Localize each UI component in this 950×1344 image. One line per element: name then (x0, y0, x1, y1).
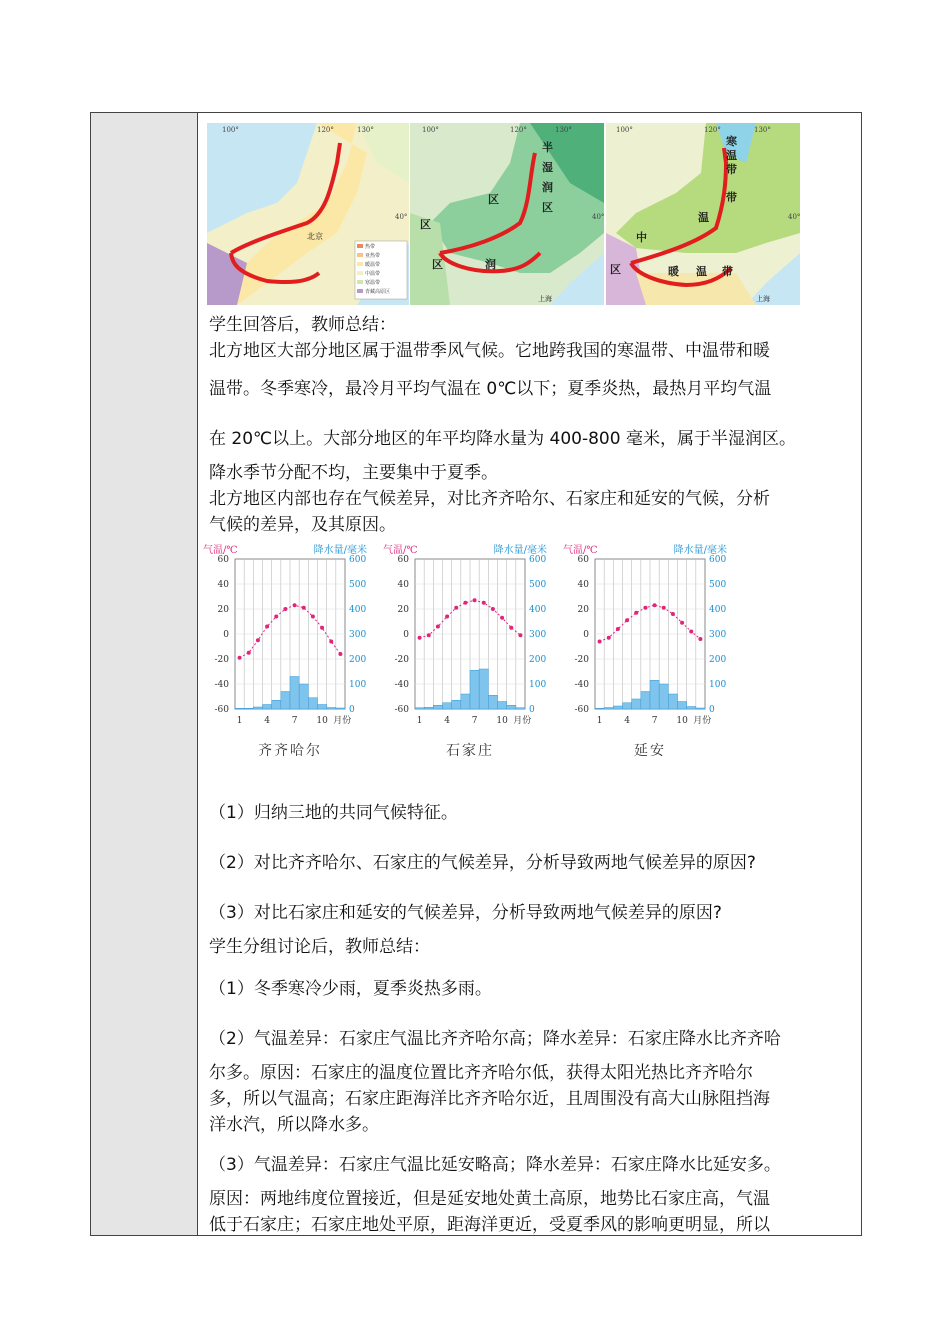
paragraph-1-line-1: 北方地区大部分地区属于温带季风气候。它地跨我国的寒温带、中温带和暖 (209, 341, 770, 361)
temperature-point (283, 607, 287, 611)
map3-char-9: 温 (696, 265, 707, 278)
right-tick-label: 100 (709, 680, 727, 690)
precip-bar (263, 705, 272, 710)
right-tick-label: 0 (349, 705, 355, 715)
precip-bar (659, 684, 668, 709)
precip-bar (327, 708, 336, 710)
left-tick-label: 20 (397, 605, 409, 615)
left-axis-title: 气温/℃ (563, 545, 598, 556)
answer-3-line-1: （3）气温差异：石家庄气温比延安略高；降水差异：石家庄降水比延安多。 (209, 1155, 781, 1175)
precip-bar (318, 705, 327, 710)
map-strip (207, 123, 807, 305)
map2-char-4: 区 (542, 201, 553, 214)
x-tick-label: 10 (496, 716, 508, 726)
map3-char-2: 温 (726, 149, 737, 162)
precip-bar (299, 684, 308, 709)
temperature-point (311, 615, 315, 619)
chart-city-label: 齐齐哈尔 (258, 743, 322, 759)
left-tick-label: -20 (394, 655, 409, 665)
temperature-point (418, 636, 422, 640)
answer-3-line-3: 低于石家庄；石家庄地处平原，距海洋更近，受夏季风的影响更明显，所以 (209, 1215, 770, 1235)
right-tick-label: 600 (709, 555, 727, 565)
map1-city-beijing: 北京 (307, 232, 323, 241)
right-tick-label: 500 (529, 580, 547, 590)
precip-bar (641, 692, 650, 710)
temperature-point (689, 630, 693, 634)
map3-lon-120: 120° (704, 126, 721, 134)
precip-bar (452, 700, 461, 709)
left-tick-label: 40 (397, 580, 409, 590)
precip-bar (415, 708, 424, 709)
precip-bar (272, 700, 281, 709)
map3-char-1: 寒 (726, 135, 737, 148)
right-axis-title: 降水量/毫米 (313, 545, 367, 556)
paragraph-1-line-3: 在 20℃以上。大部分地区的年平均降水量为 400-800 毫米，属于半湿润区。 (209, 429, 796, 449)
left-tick-label: 20 (217, 605, 229, 615)
map2-lon-120: 120° (510, 126, 527, 134)
temperature-point (302, 606, 306, 610)
right-tick-label: 0 (709, 705, 715, 715)
moisture-zone-map (410, 123, 604, 305)
answer-2-line-1: （2）气温差异：石家庄气温比齐齐哈尔高；降水差异：石家庄降水比齐齐哈 (209, 1029, 781, 1049)
precip-bar (623, 703, 632, 709)
x-tick-label: 4 (444, 716, 450, 726)
map2-lon-130: 130° (555, 126, 572, 134)
temperature-zone-map (207, 123, 409, 305)
precip-bar (461, 694, 470, 709)
left-tick-label: -40 (214, 680, 229, 690)
x-tick-label: 4 (624, 716, 630, 726)
x-unit-label: 月份 (333, 716, 352, 726)
temperature-point (680, 621, 684, 625)
temperature-point (518, 633, 522, 637)
temperature-point (625, 618, 629, 622)
map3-char-10: 带 (722, 265, 733, 278)
temperature-point (598, 640, 602, 644)
lesson-content (199, 113, 861, 1235)
map2-lon-100: 100° (422, 126, 439, 134)
map1-lon-100: 100° (222, 126, 239, 134)
precip-bar (632, 699, 641, 709)
x-tick-label: 10 (676, 716, 688, 726)
temperature-point (509, 626, 513, 630)
map1-lat-40: 40° (395, 213, 408, 221)
precip-bar (498, 702, 507, 710)
map3-lat-40: 40° (788, 213, 800, 221)
left-tick-label: 60 (397, 555, 409, 565)
map2-lat-40: 40° (592, 213, 604, 221)
x-tick-label: 10 (316, 716, 328, 726)
map3-char-6: 中 (636, 231, 647, 244)
temperature-point (662, 606, 666, 610)
left-tick-label: -20 (214, 655, 229, 665)
temperature-point (463, 601, 467, 605)
temperature-point (274, 615, 278, 619)
precip-bar (470, 670, 479, 709)
climate-zone-map (606, 123, 800, 305)
precip-bar (650, 680, 659, 709)
precip-bar (336, 708, 345, 709)
right-tick-label: 0 (529, 705, 535, 715)
left-tick-label: 40 (577, 580, 589, 590)
precip-bar (678, 702, 687, 710)
precip-bar (507, 705, 516, 709)
paragraph-1-line-2: 温带。冬季寒冷，最冷月平均气温在 0℃以下；夏季炎热，最热月平均气温 (209, 379, 772, 399)
left-tick-label: 0 (583, 630, 589, 640)
map1-lon-120: 120° (317, 126, 334, 134)
map2-char-7: 区 (420, 218, 431, 231)
temperature-point (634, 611, 638, 615)
x-tick-label: 1 (416, 716, 423, 726)
chart-city-label: 延安 (634, 743, 666, 759)
temperature-point (616, 627, 620, 631)
map2-city-shanghai: 上海 (538, 295, 552, 303)
answer-1: （1）冬季寒冷少雨，夏季炎热多雨。 (209, 979, 492, 999)
map2-char-6: 润 (485, 258, 496, 271)
lesson-table (90, 112, 862, 1236)
precip-bar (604, 708, 613, 710)
temperature-point (473, 598, 477, 602)
map3-char-4: 温 (698, 211, 709, 224)
temperature-point (454, 606, 458, 610)
precip-bar (433, 705, 442, 709)
map3-char-7: 区 (610, 263, 621, 276)
answer-2-line-2: 尔多。原因：石家庄的温度位置比齐齐哈尔低，获得太阳光热比齐齐哈尔 (209, 1063, 753, 1083)
x-tick-label: 1 (236, 716, 243, 726)
temperature-point (265, 625, 269, 629)
paragraph-2-line-1: 北方地区内部也存在气候差异，对比齐齐哈尔、石家庄和延安的气候，分析 (209, 489, 770, 509)
right-axis-title: 降水量/毫米 (673, 545, 727, 556)
temperature-point (500, 616, 504, 620)
x-tick-label: 1 (596, 716, 603, 726)
precip-bar (253, 707, 262, 709)
right-tick-label: 600 (529, 555, 547, 565)
precip-bar (595, 708, 604, 709)
temperature-point (329, 640, 333, 644)
precip-bar (424, 707, 433, 709)
x-unit-label: 月份 (693, 716, 712, 726)
map3-lon-100: 100° (616, 126, 633, 134)
precip-bar (479, 669, 488, 709)
temperature-point (427, 633, 431, 637)
right-tick-label: 500 (349, 580, 367, 590)
precip-bar (696, 708, 705, 709)
map1-legend-3: 暖温带 (365, 262, 381, 268)
map1-legend-1: 热带 (365, 244, 376, 250)
right-tick-label: 200 (709, 655, 727, 665)
map1-legend-2: 亚热带 (365, 253, 381, 259)
temperature-point (338, 652, 342, 656)
left-tick-label: -20 (574, 655, 589, 665)
right-tick-label: 600 (349, 555, 367, 565)
temperature-point (256, 638, 260, 642)
climate-chart-qiqihar (199, 541, 399, 781)
right-tick-label: 400 (349, 605, 367, 615)
map1-legend-6: 青藏高原区 (365, 289, 391, 295)
precip-bar (613, 706, 622, 709)
left-tick-label: -60 (214, 705, 229, 715)
temperature-point (482, 601, 486, 605)
precip-bar (668, 694, 677, 709)
precip-bar (235, 708, 244, 709)
question-2: （2）对比齐齐哈尔、石家庄的气候差异，分析导致两地气候差异的原因? (209, 853, 756, 873)
right-tick-label: 300 (709, 630, 727, 640)
precip-bar (443, 703, 452, 709)
x-tick-label: 7 (471, 716, 478, 726)
temperature-point (293, 603, 297, 607)
answer-3-line-2: 原因：两地纬度位置接近，但是延安地处黄土高原，地势比石家庄高，气温 (209, 1189, 770, 1209)
temperature-point (320, 626, 324, 630)
chart-city-label: 石家庄 (446, 743, 494, 759)
temperature-point (247, 651, 251, 655)
right-tick-label: 200 (529, 655, 547, 665)
precip-bar (308, 698, 317, 709)
left-tick-label: 20 (577, 605, 589, 615)
temperature-point (653, 603, 657, 607)
climate-chart-shijiazhuang (379, 541, 579, 781)
temperature-point (607, 636, 611, 640)
question-1: （1）归纳三地的共同气候特征。 (209, 803, 458, 823)
left-tick-label: 0 (403, 630, 409, 640)
left-tick-label: 40 (217, 580, 229, 590)
precip-bar (488, 695, 497, 709)
right-tick-label: 500 (709, 580, 727, 590)
left-column (91, 113, 198, 1235)
answer-2-line-4: 洋水汽，所以降水多。 (209, 1115, 379, 1135)
x-unit-label: 月份 (513, 716, 532, 726)
left-tick-label: 60 (217, 555, 229, 565)
paragraph-1-line-4: 降水季节分配不均，主要集中于夏季。 (209, 463, 498, 483)
climate-chart-yanan (559, 541, 759, 781)
temperature-point (436, 625, 440, 629)
paragraph-2-line-2: 气候的差异，及其原因。 (209, 515, 396, 535)
temperature-point (491, 607, 495, 611)
x-tick-label: 7 (651, 716, 658, 726)
left-axis-title: 气温/℃ (383, 545, 418, 556)
left-tick-label: 0 (223, 630, 229, 640)
left-tick-label: -60 (574, 705, 589, 715)
map2-char-3: 润 (542, 181, 553, 194)
precip-bar (244, 708, 253, 709)
map1-legend-5: 寒温带 (365, 280, 381, 286)
map3-lon-130: 130° (754, 126, 771, 134)
map1-lon-130: 130° (357, 126, 374, 134)
map2-char-8: 区 (432, 258, 443, 271)
precip-bar (281, 692, 290, 710)
right-tick-label: 300 (529, 630, 547, 640)
map1-legend-4: 中温带 (365, 271, 381, 277)
left-tick-label: -40 (394, 680, 409, 690)
temperature-point (698, 637, 702, 641)
answer-2-line-3: 多，所以气温高；石家庄距海洋比齐齐哈尔近，且周围没有高大山脉阻挡海 (209, 1089, 770, 1109)
map3-city-shanghai: 上海 (756, 295, 770, 303)
left-tick-label: -40 (574, 680, 589, 690)
right-axis-title: 降水量/毫米 (493, 545, 547, 556)
map3-char-3: 带 (726, 163, 737, 176)
precip-bar (687, 707, 696, 710)
x-tick-label: 4 (264, 716, 270, 726)
temperature-point (238, 656, 242, 660)
right-tick-label: 200 (349, 655, 367, 665)
temperature-point (643, 606, 647, 610)
map2-char-2: 湿 (542, 161, 553, 174)
left-axis-title: 气温/℃ (203, 545, 238, 556)
right-tick-label: 400 (709, 605, 727, 615)
summary-intro: 学生回答后，教师总结： (209, 315, 396, 335)
temperature-point (445, 615, 449, 619)
right-tick-label: 100 (349, 680, 367, 690)
left-tick-label: -60 (394, 705, 409, 715)
right-tick-label: 100 (529, 680, 547, 690)
x-tick-label: 7 (291, 716, 298, 726)
group-summary-intro: 学生分组讨论后，教师总结： (209, 937, 430, 957)
precip-bar (290, 677, 299, 710)
precip-bar (516, 708, 525, 709)
map3-char-5: 带 (726, 191, 737, 204)
map2-char-1: 半 (542, 141, 553, 154)
temperature-point (671, 612, 675, 616)
left-tick-label: 60 (577, 555, 589, 565)
map2-char-5: 区 (488, 193, 499, 206)
right-tick-label: 300 (349, 630, 367, 640)
right-tick-label: 400 (529, 605, 547, 615)
map3-char-8: 暖 (668, 265, 679, 278)
question-3: （3）对比石家庄和延安的气候差异，分析导致两地气候差异的原因? (209, 903, 722, 923)
